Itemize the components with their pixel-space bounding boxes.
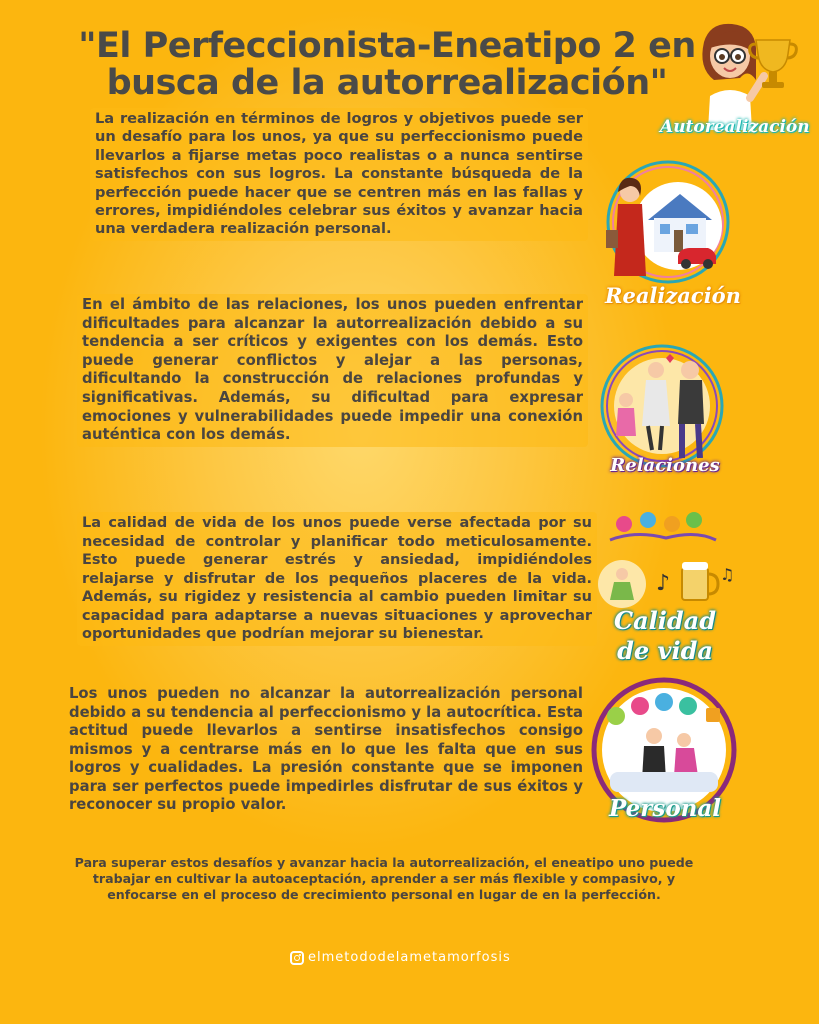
- page-title: "El Perfeccionista-Eneatipo 2 en busca de la autorrealización": [78, 26, 696, 103]
- label-personal: Personal: [608, 795, 722, 822]
- instagram-icon: [290, 951, 304, 965]
- label-realizacion: Realización: [605, 283, 741, 308]
- instagram-handle-text: elmetododelametamorfosis: [308, 950, 511, 965]
- paragraph-calidad-de-vida: La calidad de vida de los unos puede verse afectada por su necesidad de controlar y planificar todo meticulosamente. Esto puede generar estrés y ansiedad, impidiéndoles relajarse y disfrutar de los pequeños placeres de la vida. Además, su rigidez y resistencia al cambio pueden limitar su capacidad para adaptarse a nuevas situaciones y aprovechar oportunidades que podrían mejorar su bienestar.: [77, 512, 597, 646]
- paragraph-relaciones: En el ámbito de las relaciones, los unos pueden enfrentar dificultades para alcanzar la autorrealización debido a su tendencia a ser críticos y exigentes con los demás. Esto puede generar conflictos y alejar a las personas, dificultando la construcción de relaciones profundas y significativas. Además, su dificultad para expresar emociones y vulnerabilidades puede impedir una conexión auténtica con los demás.: [77, 294, 588, 447]
- relaciones-illustration: [596, 340, 730, 470]
- label-calidad-line1: Calidad: [614, 606, 716, 635]
- closing-paragraph: Para superar estos desafíos y avanzar hacia la autorrealización, el eneatipo uno puede trabajar en cultivar la autoaceptación, aprender a ser más flexible y compasivo, y enfocarse en el proceso de crecimiento personal en lugar de en la perfección.: [74, 855, 694, 902]
- social-handle[interactable]: [290, 950, 511, 965]
- paragraph-realizacion: La realización en términos de logros y objetivos puede ser un desafío para los unos, ya que su perfeccionismo puede llevarlos a fijarse metas poco realistas o a nunca sentirse satisfechos con sus logros. La constante búsqueda de la perfección puede hacer que se centren más en las fallas y errores, impidiéndoles celebrar sus éxitos y avanzar hacia una verdadera realización personal.: [90, 108, 588, 241]
- label-calidad-line2: de vida: [617, 636, 713, 665]
- calidad-de-vida-illustration: [596, 510, 736, 614]
- svg-text:♫: ♫: [720, 565, 735, 584]
- label-relaciones: Relaciones: [610, 455, 720, 476]
- label-autorrealizacion: Autorealización: [660, 117, 810, 137]
- svg-text:♪: ♪: [656, 571, 671, 596]
- paragraph-personal: Los unos pueden no alcanzar la autorrealización personal debido a su tendencia al perfeccionismo y la autocrítica. Esta actitud puede llevarlos a sentirse insatisfechos consigo mismos y a centrarse más en lo que les falta que en sus logros y cualidades. La presión constante que se imponen para ser perfectos puede impedirles disfrutar de sus éxitos y reconocer su propio valor.: [69, 685, 583, 813]
- avatar-trophy-illustration: [690, 18, 802, 130]
- realizacion-illustration: [596, 160, 740, 290]
